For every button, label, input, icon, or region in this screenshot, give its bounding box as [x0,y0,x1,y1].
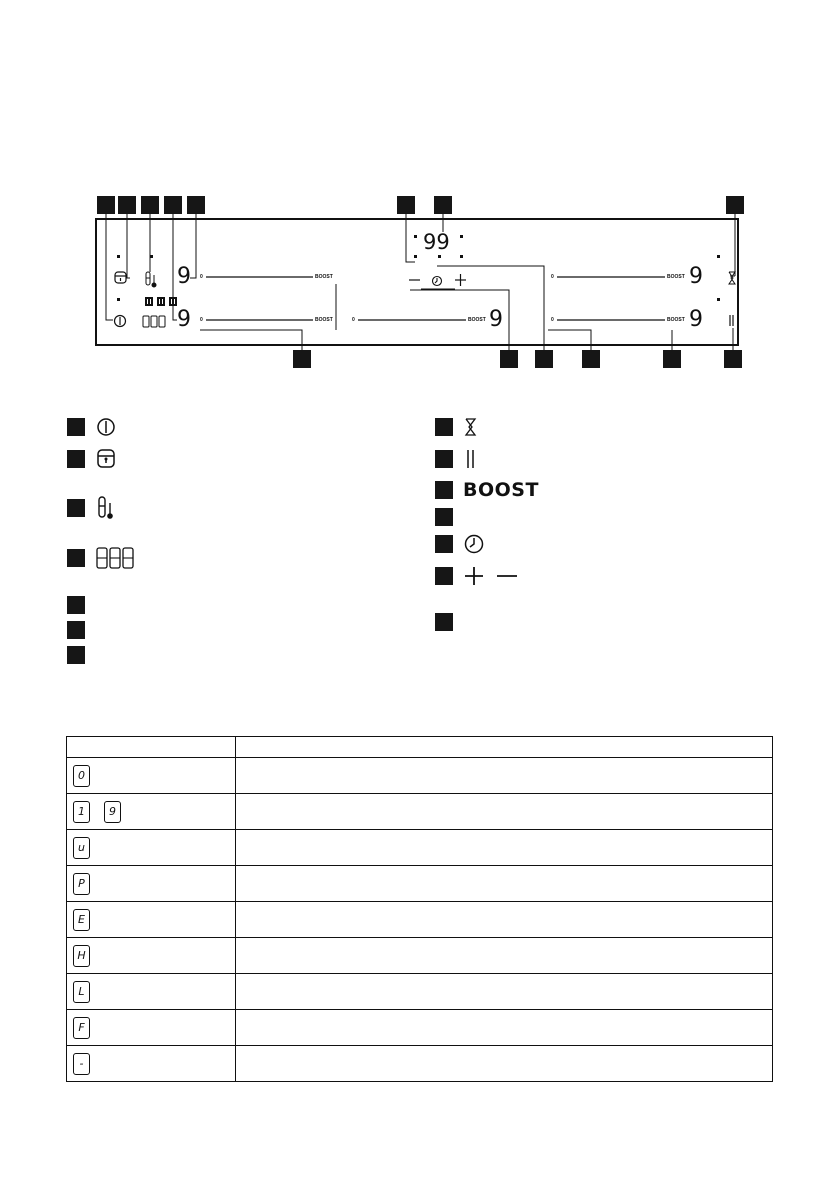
power-icon [95,416,117,438]
table-row [67,758,773,794]
legend-item-boost [435,479,539,501]
display-symbol-cell [67,974,236,1010]
keep-warm-icon [95,495,117,521]
legend-marker [435,418,453,436]
table-row [67,938,773,974]
panel-zone-indicators [145,297,177,306]
legend-item-stopgo [435,416,479,438]
display-description-cell [236,1010,773,1046]
callout-bottom-3 [535,350,553,368]
panel-lock-icon [115,272,126,283]
panel-power-icon [115,316,126,327]
display-symbol: H [73,945,90,967]
display-symbol-cell [67,1010,236,1046]
legend-item-lock [67,448,117,470]
panel-triple-zone-icon [143,316,165,327]
display-symbol: 0 [73,765,90,787]
panel-stopgo-icon [729,272,735,284]
callout-bottom-1 [293,350,311,368]
zone-1-min: 0 [200,274,203,280]
zone-4-level: 9 [689,264,703,289]
table-row [67,974,773,1010]
boost-label: BOOST [463,479,539,501]
zone-4-max: BOOST [667,274,685,280]
control-panel-drawing [0,0,839,380]
zone-1-max: BOOST [315,274,333,280]
legend-item-5 [67,596,95,614]
legend-marker [435,450,453,468]
zone-2-min: 0 [200,317,203,323]
legend-item-clock [435,533,485,555]
zone-3-level: 9 [489,307,503,332]
legend-marker [435,535,453,553]
callout-top-5 [187,196,205,214]
display-table [66,736,773,1082]
legend-marker [435,567,453,585]
lock-icon [95,448,117,470]
display-description-cell [236,830,773,866]
table-header-cell [67,737,236,758]
legend-item-keep-warm [67,495,117,521]
panel-plus-icon [455,274,466,286]
zone-5-min: 0 [551,317,554,323]
display-symbol: 1 [73,801,90,823]
legend-item-6 [67,621,95,639]
display-symbol-cell [67,794,236,830]
legend-item-7 [67,646,95,664]
display-symbol-cell [67,866,236,902]
callout-bottom-6 [724,350,742,368]
legend-item-power [67,416,117,438]
table-row [67,866,773,902]
display-symbol: L [73,981,90,1003]
callout-top-4 [164,196,182,214]
display-description-cell [236,902,773,938]
legend-marker [435,508,453,526]
callout-bottom-5 [663,350,681,368]
panel-clock-icon [433,277,442,286]
display-symbol: E [73,909,90,931]
display-symbol: - [73,1053,90,1075]
callout-bottom-4 [582,350,600,368]
display-description-cell [236,866,773,902]
pause-icon [463,448,479,470]
legend-item-13 [435,613,463,631]
display-symbol-cell [67,902,236,938]
table-row [67,1046,773,1082]
control-panel-diagram [0,0,839,380]
callout-top-8 [726,196,744,214]
legend-marker [67,450,85,468]
legend-item-pause [435,448,479,470]
triple-zone-icon [95,545,135,571]
legend-marker [67,596,85,614]
legend-marker [435,481,453,499]
zone-1-level: 9 [177,264,191,289]
callout-top-3 [141,196,159,214]
zone-2-level: 9 [177,307,191,332]
legend-marker [67,418,85,436]
display-description-cell [236,758,773,794]
display-symbol: F [73,1017,90,1039]
display-description-cell [236,1046,773,1082]
display-symbol: u [73,837,90,859]
callout-top-6 [397,196,415,214]
callout-top-2 [118,196,136,214]
panel-keep-warm-icon [146,272,156,287]
legend-item-zone-selector [67,545,135,571]
zone-5-level: 9 [689,307,703,332]
display-symbol-cell [67,830,236,866]
table-row [67,794,773,830]
legend-marker [67,621,85,639]
callout-top-7 [434,196,452,214]
legend-marker [67,646,85,664]
clock-icon [463,533,485,555]
display-symbol: P [73,873,90,895]
display-symbol-cell [67,1046,236,1082]
callout-top-1 [97,196,115,214]
stopgo-icon [463,416,479,438]
zone-3-max: BOOST [468,317,486,323]
table-row [67,830,773,866]
zone-2-max: BOOST [315,317,333,323]
legend-item-slider [435,508,463,526]
legend-marker [435,613,453,631]
panel-pause-icon [730,315,733,326]
table-header-row [67,737,773,758]
display-symbol: 9 [104,801,121,823]
table-header-cell [236,737,773,758]
legend-marker [67,499,85,517]
display-description-cell [236,974,773,1010]
legend-item-plus-minus [435,565,523,587]
table-row [67,902,773,938]
callout-bottom-2 [500,350,518,368]
display-symbol-cell [67,938,236,974]
zone-3-min: 0 [352,317,355,323]
legend-marker [67,549,85,567]
display-description-cell [236,938,773,974]
table-row [67,1010,773,1046]
plus-minus-icon [463,565,523,587]
zone-5-max: BOOST [667,317,685,323]
timer-display: 99 [423,230,450,254]
display-description-cell [236,794,773,830]
display-symbol-cell [67,758,236,794]
zone-4-min: 0 [551,274,554,280]
